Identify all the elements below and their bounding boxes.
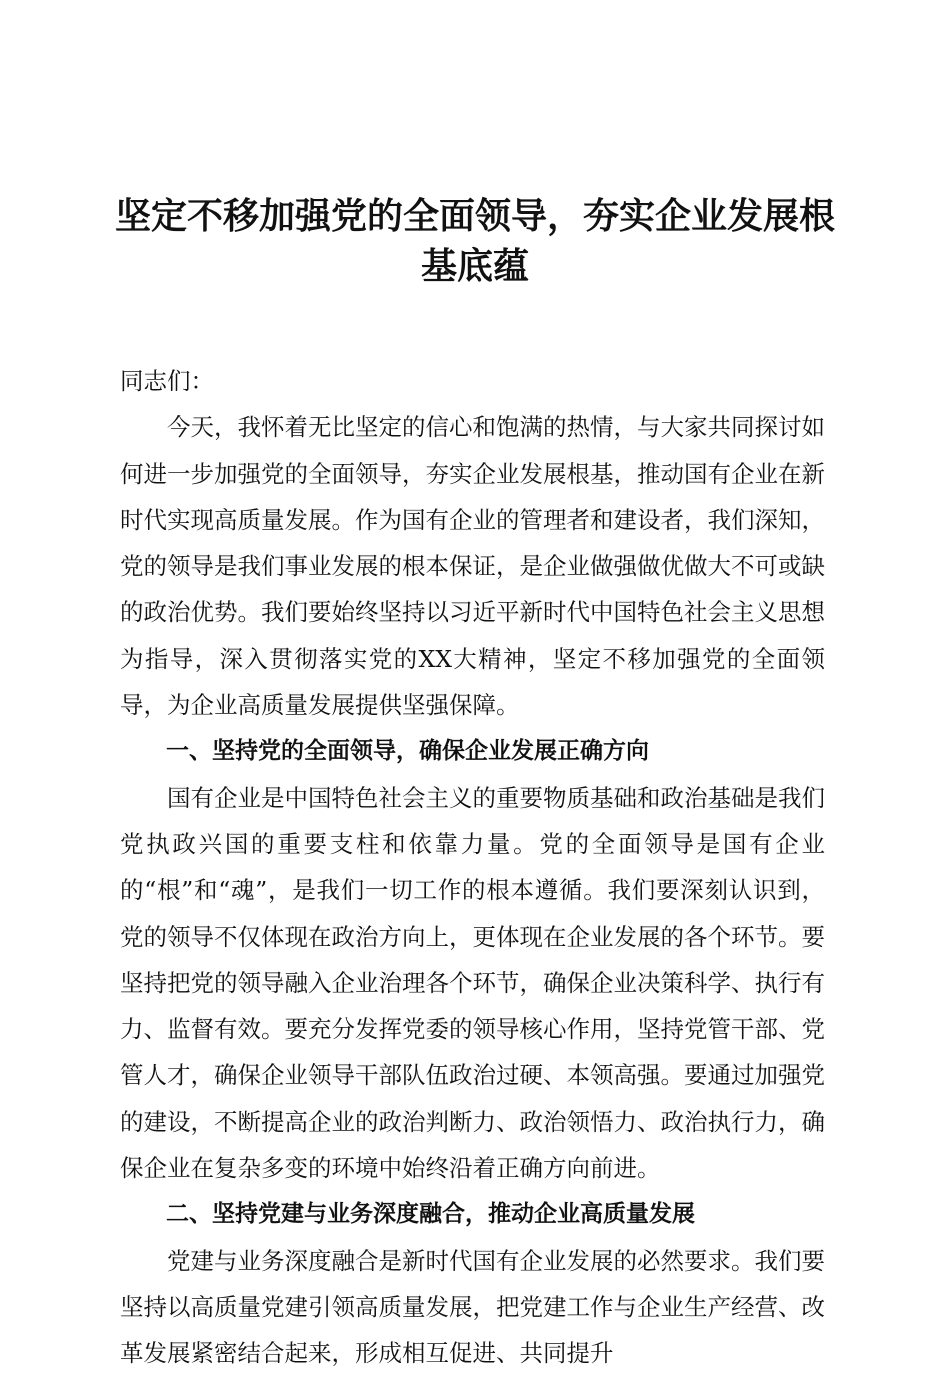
salutation: 同志们：: [120, 367, 214, 395]
document-body: [120, 358, 825, 1377]
paragraph-intro: 今天，我怀着无比坚定的信心和饱满的热情，与大家共同探讨如何进一步加强党的全面领导，夯实企业发展根基，推动国有企业在新时代实现高质量发展。作为国有企业的管理者和建设者，我们深知，党的领导是我们事业发展的根本保证，是企业做强做优做大不可或缺的政治优势。我们要始终坚持以习近平新时代中国特色社会主义思想为指导，深入贯彻落实党的XX大精神，坚定不移加强党的全面领导，为企业高质量发展提供坚强保障。: [120, 413, 825, 720]
document-title-line-2: 基底蕴: [420, 245, 529, 287]
document-title-line-1: 坚定不移加强党的全面领导，夯实企业发展根: [114, 195, 835, 237]
paragraph-section-1: 国有企业是中国特色社会主义的重要物质基础和政治基础是我们党执政兴国的重要支柱和依靠力量。党的全面领导是国有企业的“根”和“魂”，是我们一切工作的根本遵循。我们要深刻认识到，党的领导不仅体现在政治方向上，更体现在企业发展的各个环节。要坚持把党的领导融入企业治理各个环节，确保企业决策科学、执行有力、监督有效。要充分发挥党委的领导核心作用，坚持党管干部、党管人才，确保企业领导干部队伍政治过硬、本领高强。要通过加强党的建设，不断提高企业的政治判断力、政治领悟力、政治执行力，确保企业在复杂多变的环境中始终沿着正确方向前进。: [120, 783, 825, 1183]
section-heading-1: 一、坚持党的全面领导，确保企业发展正确方向: [166, 738, 649, 765]
section-heading-2: 二、坚持党建与业务深度融合，推动企业高质量发展: [166, 1201, 695, 1228]
paragraph-section-2: 党建与业务深度融合是新时代国有企业发展的必然要求。我们要坚持以高质量党建引领高质量发展，把党建工作与企业生产经营、改革发展紧密结合起来，形成相互促进、共同提升: [120, 1246, 825, 1368]
